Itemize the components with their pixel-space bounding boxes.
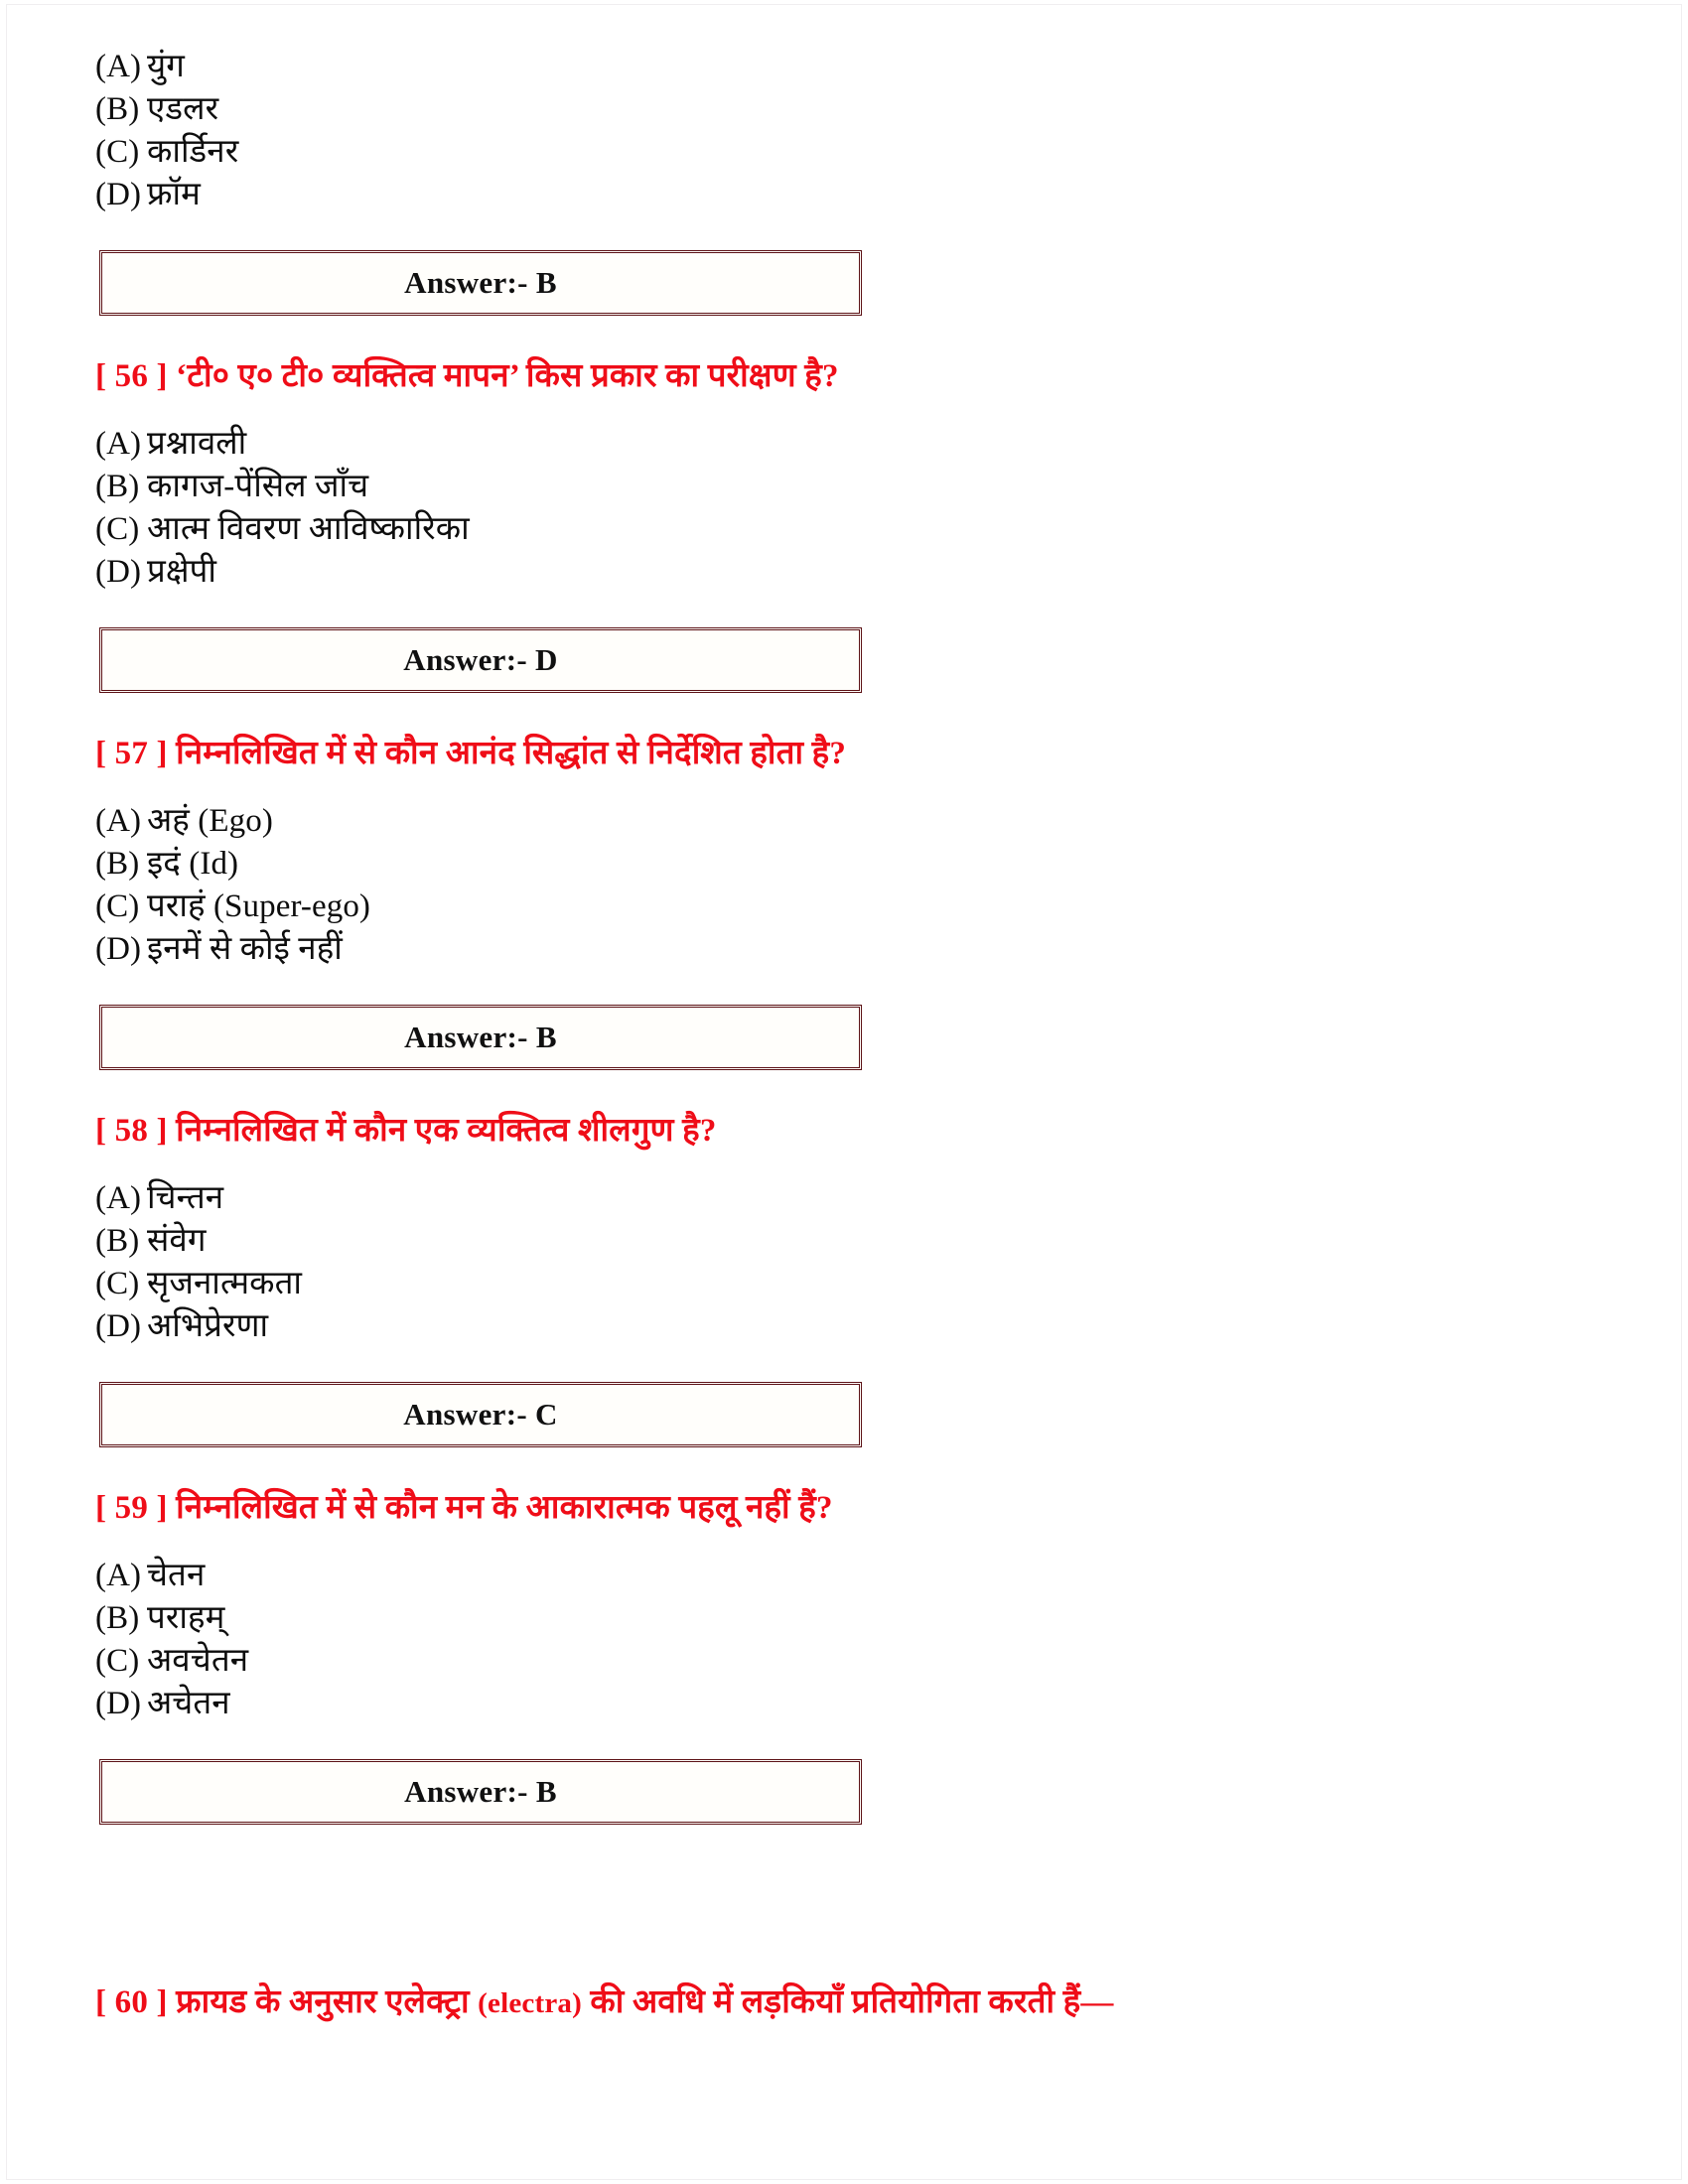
option-key: (B) bbox=[95, 846, 140, 882]
question-block-57 bbox=[95, 733, 1593, 1070]
option-key: (B) bbox=[95, 1223, 140, 1259]
option-key: (D) bbox=[95, 554, 142, 590]
list-item bbox=[95, 800, 1593, 843]
option-key: (D) bbox=[95, 177, 142, 212]
option-key: (C) bbox=[95, 134, 140, 170]
option-key: (A) bbox=[95, 426, 142, 462]
answer-text: Answer:- B bbox=[404, 265, 557, 300]
page-content bbox=[95, 46, 1593, 2024]
list-item bbox=[95, 1220, 1593, 1263]
answer-box bbox=[99, 1005, 862, 1070]
question-english: (electra) bbox=[478, 1987, 582, 2019]
option-key: (D) bbox=[95, 1308, 142, 1344]
question-heading bbox=[95, 355, 1593, 397]
answer-text: Answer:- D bbox=[403, 642, 558, 677]
option-list bbox=[95, 800, 1593, 971]
answer-box bbox=[99, 627, 862, 693]
list-item bbox=[95, 1177, 1593, 1220]
list-item bbox=[95, 551, 1593, 594]
option-text: अवचेतन bbox=[147, 1643, 249, 1679]
option-text: चिन्तन bbox=[147, 1180, 224, 1216]
option-text: चेतन bbox=[147, 1558, 206, 1593]
option-key: (C) bbox=[95, 511, 140, 547]
spacer bbox=[95, 397, 1593, 423]
question-heading bbox=[95, 733, 1593, 774]
answer-text: Answer:- B bbox=[404, 1774, 557, 1809]
option-key: (C) bbox=[95, 888, 140, 924]
question-number: [ 58 ] bbox=[95, 1113, 168, 1149]
question-block-60 bbox=[95, 1981, 1593, 2024]
list-item bbox=[95, 131, 1593, 174]
question-number: [ 57 ] bbox=[95, 736, 168, 771]
option-text: सृजनात्मकता bbox=[147, 1266, 303, 1301]
question-number: [ 60 ] bbox=[95, 1984, 168, 2020]
option-text: अभिप्रेरणा bbox=[147, 1308, 269, 1344]
list-item bbox=[95, 843, 1593, 886]
option-list bbox=[95, 1555, 1593, 1725]
option-text: आत्म विवरण आविष्कारिका bbox=[147, 511, 470, 547]
question-block-56 bbox=[95, 355, 1593, 693]
option-text: पराहम् bbox=[147, 1600, 225, 1636]
spacer bbox=[95, 1529, 1593, 1555]
option-text: कागज-पेंसिल जाँच bbox=[147, 469, 369, 504]
list-item bbox=[95, 1555, 1593, 1597]
list-item bbox=[95, 1305, 1593, 1348]
option-text: प्रक्षेपी bbox=[147, 554, 217, 590]
spacer bbox=[95, 1152, 1593, 1177]
question-number: [ 56 ] bbox=[95, 358, 168, 394]
list-item bbox=[95, 508, 1593, 551]
question-text: निम्नलिखित में से कौन मन के आकारात्मक पहलू नहीं हैं? bbox=[176, 1490, 833, 1526]
option-list bbox=[95, 423, 1593, 594]
option-text: युंग bbox=[147, 49, 185, 84]
answer-box bbox=[99, 1759, 862, 1825]
list-item bbox=[95, 1263, 1593, 1305]
list-item bbox=[95, 46, 1593, 88]
option-key: (D) bbox=[95, 931, 142, 967]
question-block-59 bbox=[95, 1487, 1593, 1825]
option-key: (A) bbox=[95, 803, 142, 839]
list-item bbox=[95, 174, 1593, 216]
list-item bbox=[95, 928, 1593, 971]
question-heading bbox=[95, 1110, 1593, 1152]
option-key: (A) bbox=[95, 49, 142, 84]
option-key: (C) bbox=[95, 1643, 140, 1679]
option-list bbox=[95, 1177, 1593, 1348]
question-heading bbox=[95, 1981, 1593, 2024]
list-item bbox=[95, 886, 1593, 928]
list-item bbox=[95, 423, 1593, 466]
option-english: (Ego) bbox=[198, 803, 273, 839]
option-text: अहं bbox=[147, 803, 199, 839]
answer-text: Answer:- C bbox=[403, 1397, 558, 1432]
question-text: निम्नलिखित में से कौन आनंद सिद्धांत से निर्देशित होता है? bbox=[176, 736, 847, 771]
list-item bbox=[95, 1597, 1593, 1640]
list-item bbox=[95, 88, 1593, 131]
list-item bbox=[95, 1640, 1593, 1683]
answer-text: Answer:- B bbox=[404, 1020, 557, 1054]
question-text: फ्रायड के अनुसार एलेक्ट्रा bbox=[176, 1984, 479, 2020]
option-text: प्रश्नावली bbox=[147, 426, 247, 462]
spacer bbox=[95, 1825, 1593, 1942]
option-text: कार्डिनर bbox=[147, 134, 239, 170]
question-text: निम्नलिखित में कौन एक व्यक्तित्व शीलगुण है? bbox=[176, 1113, 717, 1149]
option-text: पराहं bbox=[147, 888, 213, 924]
spacer bbox=[95, 774, 1593, 800]
option-english: (Id) bbox=[189, 846, 239, 882]
option-text: एडलर bbox=[147, 91, 219, 127]
question-heading bbox=[95, 1487, 1593, 1529]
option-text: फ्रॉम bbox=[147, 177, 201, 212]
option-list bbox=[95, 46, 1593, 216]
option-english: (Super-ego) bbox=[212, 888, 371, 924]
answer-box bbox=[99, 1382, 862, 1447]
option-key: (B) bbox=[95, 91, 140, 127]
option-text: संवेग bbox=[147, 1223, 207, 1259]
option-text: इनमें से कोई नहीं bbox=[147, 931, 343, 967]
option-text: अचेतन bbox=[147, 1686, 230, 1721]
list-item bbox=[95, 1683, 1593, 1725]
list-item bbox=[95, 466, 1593, 508]
answer-box bbox=[99, 250, 862, 316]
option-key: (B) bbox=[95, 1600, 140, 1636]
option-key: (A) bbox=[95, 1180, 142, 1216]
question-text-after: की अवधि में लड़कियाँ प्रतियोगिता करती हैं— bbox=[581, 1984, 1114, 2020]
option-key: (C) bbox=[95, 1266, 140, 1301]
option-key: (D) bbox=[95, 1686, 142, 1721]
question-text: ‘टी० ए० टी० व्यक्तित्व मापन’ किस प्रकार का परीक्षण है? bbox=[176, 358, 839, 394]
question-number: [ 59 ] bbox=[95, 1490, 168, 1526]
option-key: (A) bbox=[95, 1558, 142, 1593]
leading-option-block bbox=[95, 46, 1593, 316]
option-text: इदं bbox=[147, 846, 190, 882]
question-block-58 bbox=[95, 1110, 1593, 1447]
option-key: (B) bbox=[95, 469, 140, 504]
